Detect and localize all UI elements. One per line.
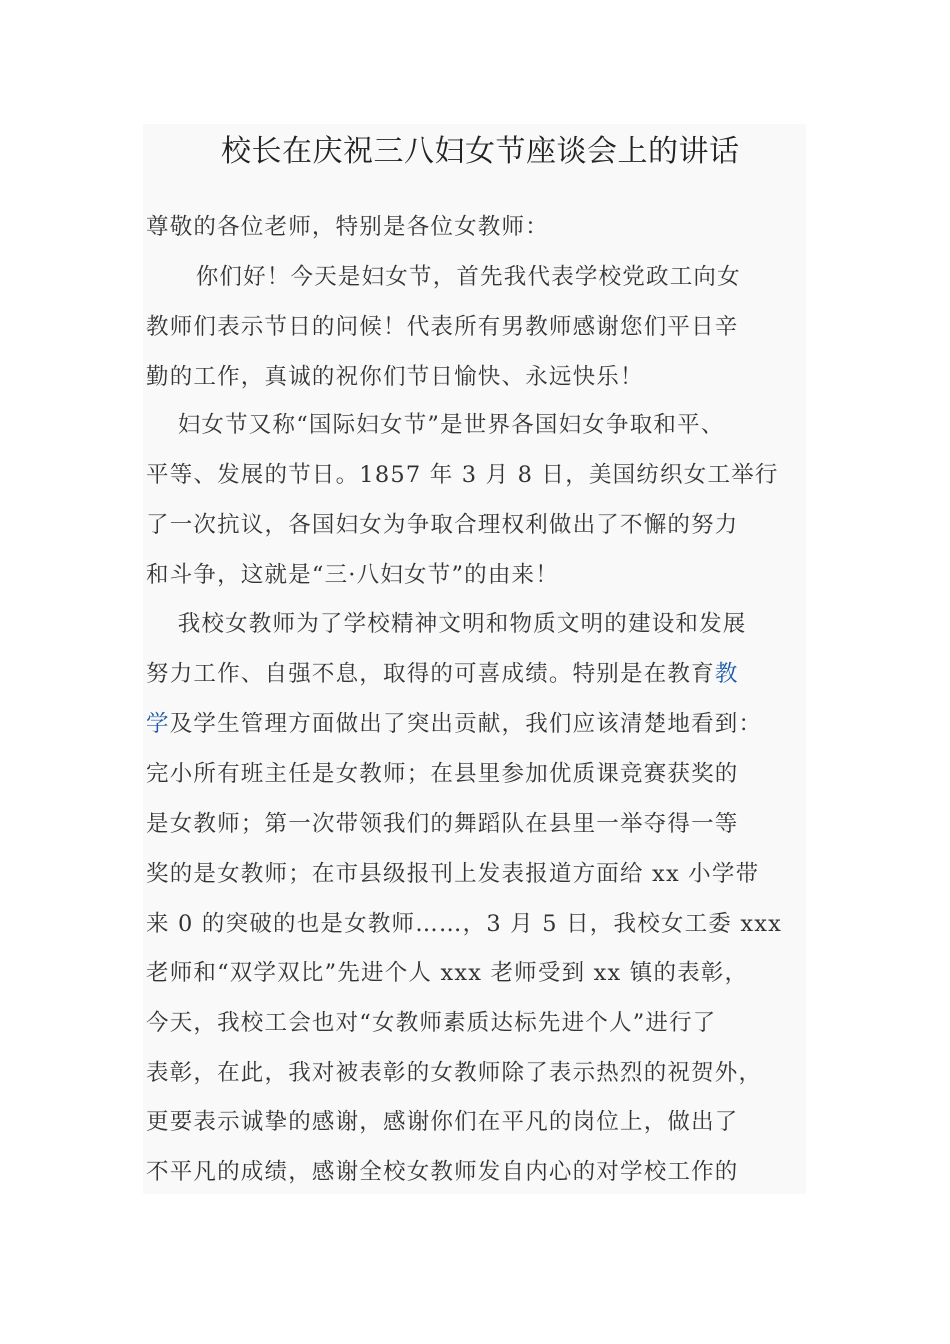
paragraph-2-line-2: 平等、发展的节日。1857 年 3 月 8 日，美国纺织女工举行 [146, 462, 779, 488]
document-title: 校长在庆祝三八妇女节座谈会上的讲话 [221, 134, 740, 169]
paragraph-3-line-7: 来 0 的突破的也是女教师……，3 月 5 日，我校女工委 xxx [146, 911, 783, 937]
paragraph-3-line-2 [146, 659, 739, 689]
paragraph-1-line-2: 教师们表示节日的问候！代表所有男教师感谢您们平日辛 [146, 314, 739, 340]
paragraph-3-line-4: 完小所有班主任是女教师；在县里参加优质课竞赛获奖的 [146, 761, 739, 787]
paragraph-3-line-10: 表彰，在此，我对被表彰的女教师除了表示热烈的祝贺外， [146, 1060, 763, 1086]
paragraph-3-line-11: 更要表示诚挚的感谢，感谢你们在平凡的岗位上，做出了 [146, 1109, 739, 1135]
paragraph-2-line-1: 妇女节又称“国际妇女节”是世界各国妇女争取和平、 [154, 412, 725, 438]
paragraph-3-line-3 [146, 709, 762, 739]
teaching-link-part-1[interactable]: 教 [714, 661, 739, 687]
paragraph-3-line-5: 是女教师；第一次带领我们的舞蹈队在县里一举夺得一等 [146, 811, 739, 837]
paragraph-1-line-3: 勤的工作，真诚的祝你们节日愉快、永远快乐！ [146, 364, 644, 390]
paragraph-2-line-4: 和斗争，这就是“三·八妇女节”的由来！ [146, 562, 559, 588]
paragraph-1-line-1: 你们好！今天是妇女节，首先我代表学校党政工向女 [172, 264, 741, 290]
paragraph-3-line-2-text: 努力工作、自强不息，取得的可喜成绩。特别是在教育 [146, 661, 715, 687]
paragraph-3-line-3-text: 及学生管理方面做出了突出贡献，我们应该清楚地看到： [169, 711, 763, 737]
paragraph-3-line-6: 奖的是女教师；在市县级报刊上发表报道方面给 xx 小学带 [146, 861, 760, 887]
paragraph-3-line-12: 不平凡的成绩，感谢全校女教师发自内心的对学校工作的 [146, 1159, 739, 1185]
teaching-link-part-2[interactable]: 学 [146, 711, 170, 737]
greeting-line: 尊敬的各位老师，特别是各位女教师： [146, 214, 549, 240]
paragraph-2-line-3: 了一次抗议，各国妇女为争取合理权利做出了不懈的努力 [146, 512, 739, 538]
paragraph-3-line-1: 我校女教师为了学校精神文明和物质文明的建设和发展 [154, 611, 747, 637]
paragraph-3-line-8: 老师和“双学双比”先进个人 xxx 老师受到 xx 镇的表彰， [146, 960, 749, 986]
paragraph-3-line-9: 今天，我校工会也对“女教师素质达标先进个人”进行了 [146, 1010, 717, 1036]
